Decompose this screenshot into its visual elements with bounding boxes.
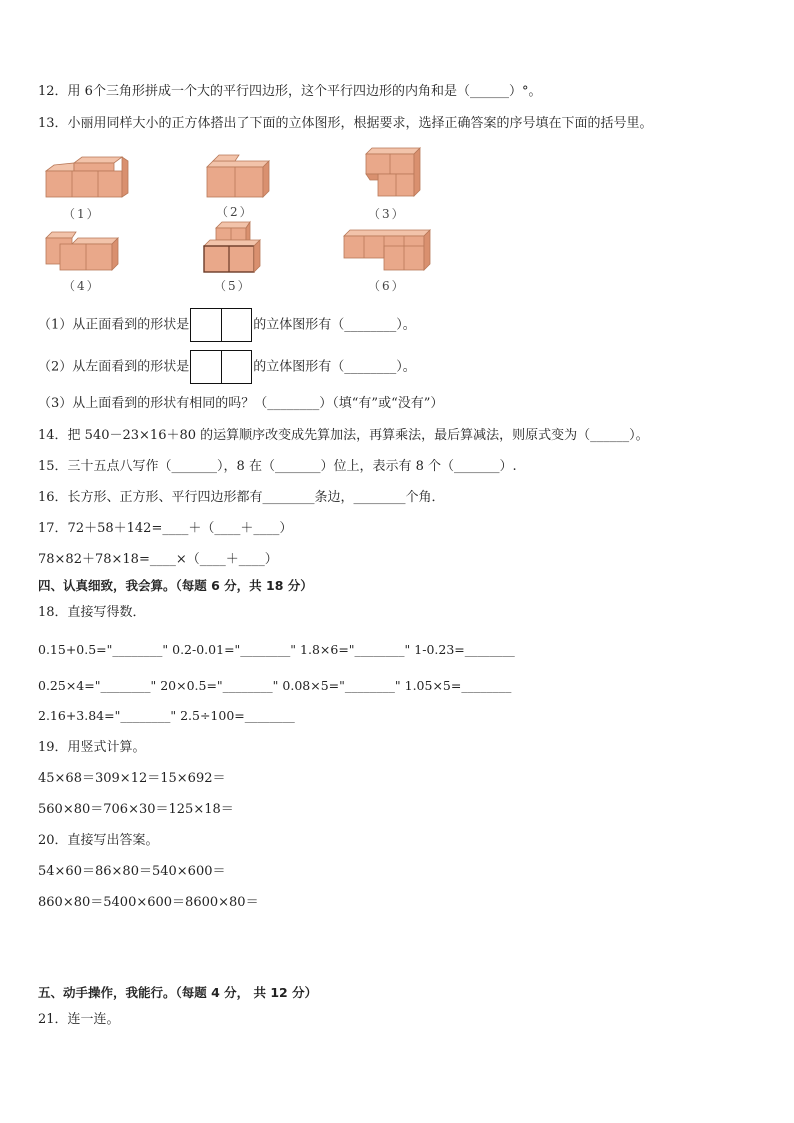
question-13-2 xyxy=(38,350,416,384)
figure-3-caption: （3） xyxy=(368,207,406,221)
cube-figure-3 xyxy=(360,144,426,200)
front-view-shape-icon xyxy=(190,308,252,342)
question-13-3: （3）从上面看到的形状有相同的吗？（________）（填“有”或“没有”） xyxy=(38,396,444,411)
q18-row-2: 0.25×4="________" 20×0.5="________" 0.08×5="________" 1.05×5=________ xyxy=(38,678,512,693)
cube-figure-1 xyxy=(42,155,132,203)
q20-item: 8600×80＝ xyxy=(185,895,259,910)
question-19: 19．用竖式计算。 xyxy=(38,740,146,755)
q18-row-1: 0.15+0.5="________" 0.2-0.01="________" 1.8×6="________" 1-0.23=________ xyxy=(38,642,515,657)
question-18: 18．直接写得数． xyxy=(38,605,146,620)
left-view-shape-icon xyxy=(190,350,252,384)
figure-4-caption: （4） xyxy=(63,279,101,293)
figure-1-caption: （1） xyxy=(63,207,101,221)
question-20: 20．直接写出答案。 xyxy=(38,833,159,848)
cube-figure-2 xyxy=(203,153,275,201)
figure-5-caption: （5） xyxy=(214,279,252,293)
section-4-heading: 四、认真细致，我会算。（每题 6 分，共 18 分） xyxy=(38,578,313,593)
figure-6-caption: （6） xyxy=(368,279,406,293)
q20-item: 540×600＝ xyxy=(151,864,226,879)
q20-row-2 xyxy=(38,895,259,911)
question-15: 15．三十五点八写作（_______），8 在（_______）位上，表示有 8 个（_______）. xyxy=(38,459,517,474)
question-21: 21．连一连。 xyxy=(38,1012,120,1027)
section-5-heading: 五、动手操作，我能行。（每题 4 分， 共 12 分） xyxy=(38,985,318,1000)
question-14: 14．把 540－23×16＋80 的运算顺序改变成先算加法，再算乘法，最后算减法，则原式变为（______）。 xyxy=(38,428,649,443)
question-16: 16．长方形、正方形、平行四边形都有________条边，________个角． xyxy=(38,490,445,505)
q20-item: 860×80＝ xyxy=(38,895,104,910)
q19-item: 45×68＝ xyxy=(38,771,95,786)
q19-item: 560×80＝ xyxy=(38,802,104,817)
question-17a: 17．72＋58＋142=____＋（____＋____） xyxy=(38,521,293,536)
q20-row-1 xyxy=(38,864,226,880)
figure-2-caption: （2） xyxy=(216,205,254,219)
cube-figure-6 xyxy=(340,224,436,274)
q19-item: 15×692＝ xyxy=(160,771,226,786)
question-13-1 xyxy=(38,308,416,342)
cube-figure-5 xyxy=(200,220,266,276)
q13-2-suffix: 的立体图形有（________）。 xyxy=(253,359,416,375)
q19-item: 125×18＝ xyxy=(168,802,234,817)
q19-row-1 xyxy=(38,771,225,787)
q19-row-2 xyxy=(38,802,234,818)
q20-item: 54×60＝ xyxy=(38,864,95,879)
q20-item: 86×80＝ xyxy=(94,864,152,879)
question-17b: 78×82＋78×18=____×（____＋____） xyxy=(38,552,278,567)
question-12: 12．用 6个三角形拼成一个大的平行四边形，这个平行四边形的内角和是（______）°。 xyxy=(38,84,542,99)
q19-item: 309×12＝ xyxy=(94,771,161,786)
q13-1-prefix: （1）从正面看到的形状是 xyxy=(38,317,190,333)
q13-2-prefix: （2）从左面看到的形状是 xyxy=(38,359,190,375)
q18-row-3: 2.16+3.84="________" 2.5÷100=________ xyxy=(38,708,295,723)
q20-item: 5400×600＝ xyxy=(103,895,186,910)
q13-1-suffix: 的立体图形有（________）。 xyxy=(253,317,416,333)
q19-item: 706×30＝ xyxy=(103,802,169,817)
cube-figure-4 xyxy=(42,228,122,274)
question-13: 13．小丽用同样大小的正方体搭出了下面的立体图形，根据要求，选择正确答案的序号填在下面的括号里。 xyxy=(38,116,653,131)
